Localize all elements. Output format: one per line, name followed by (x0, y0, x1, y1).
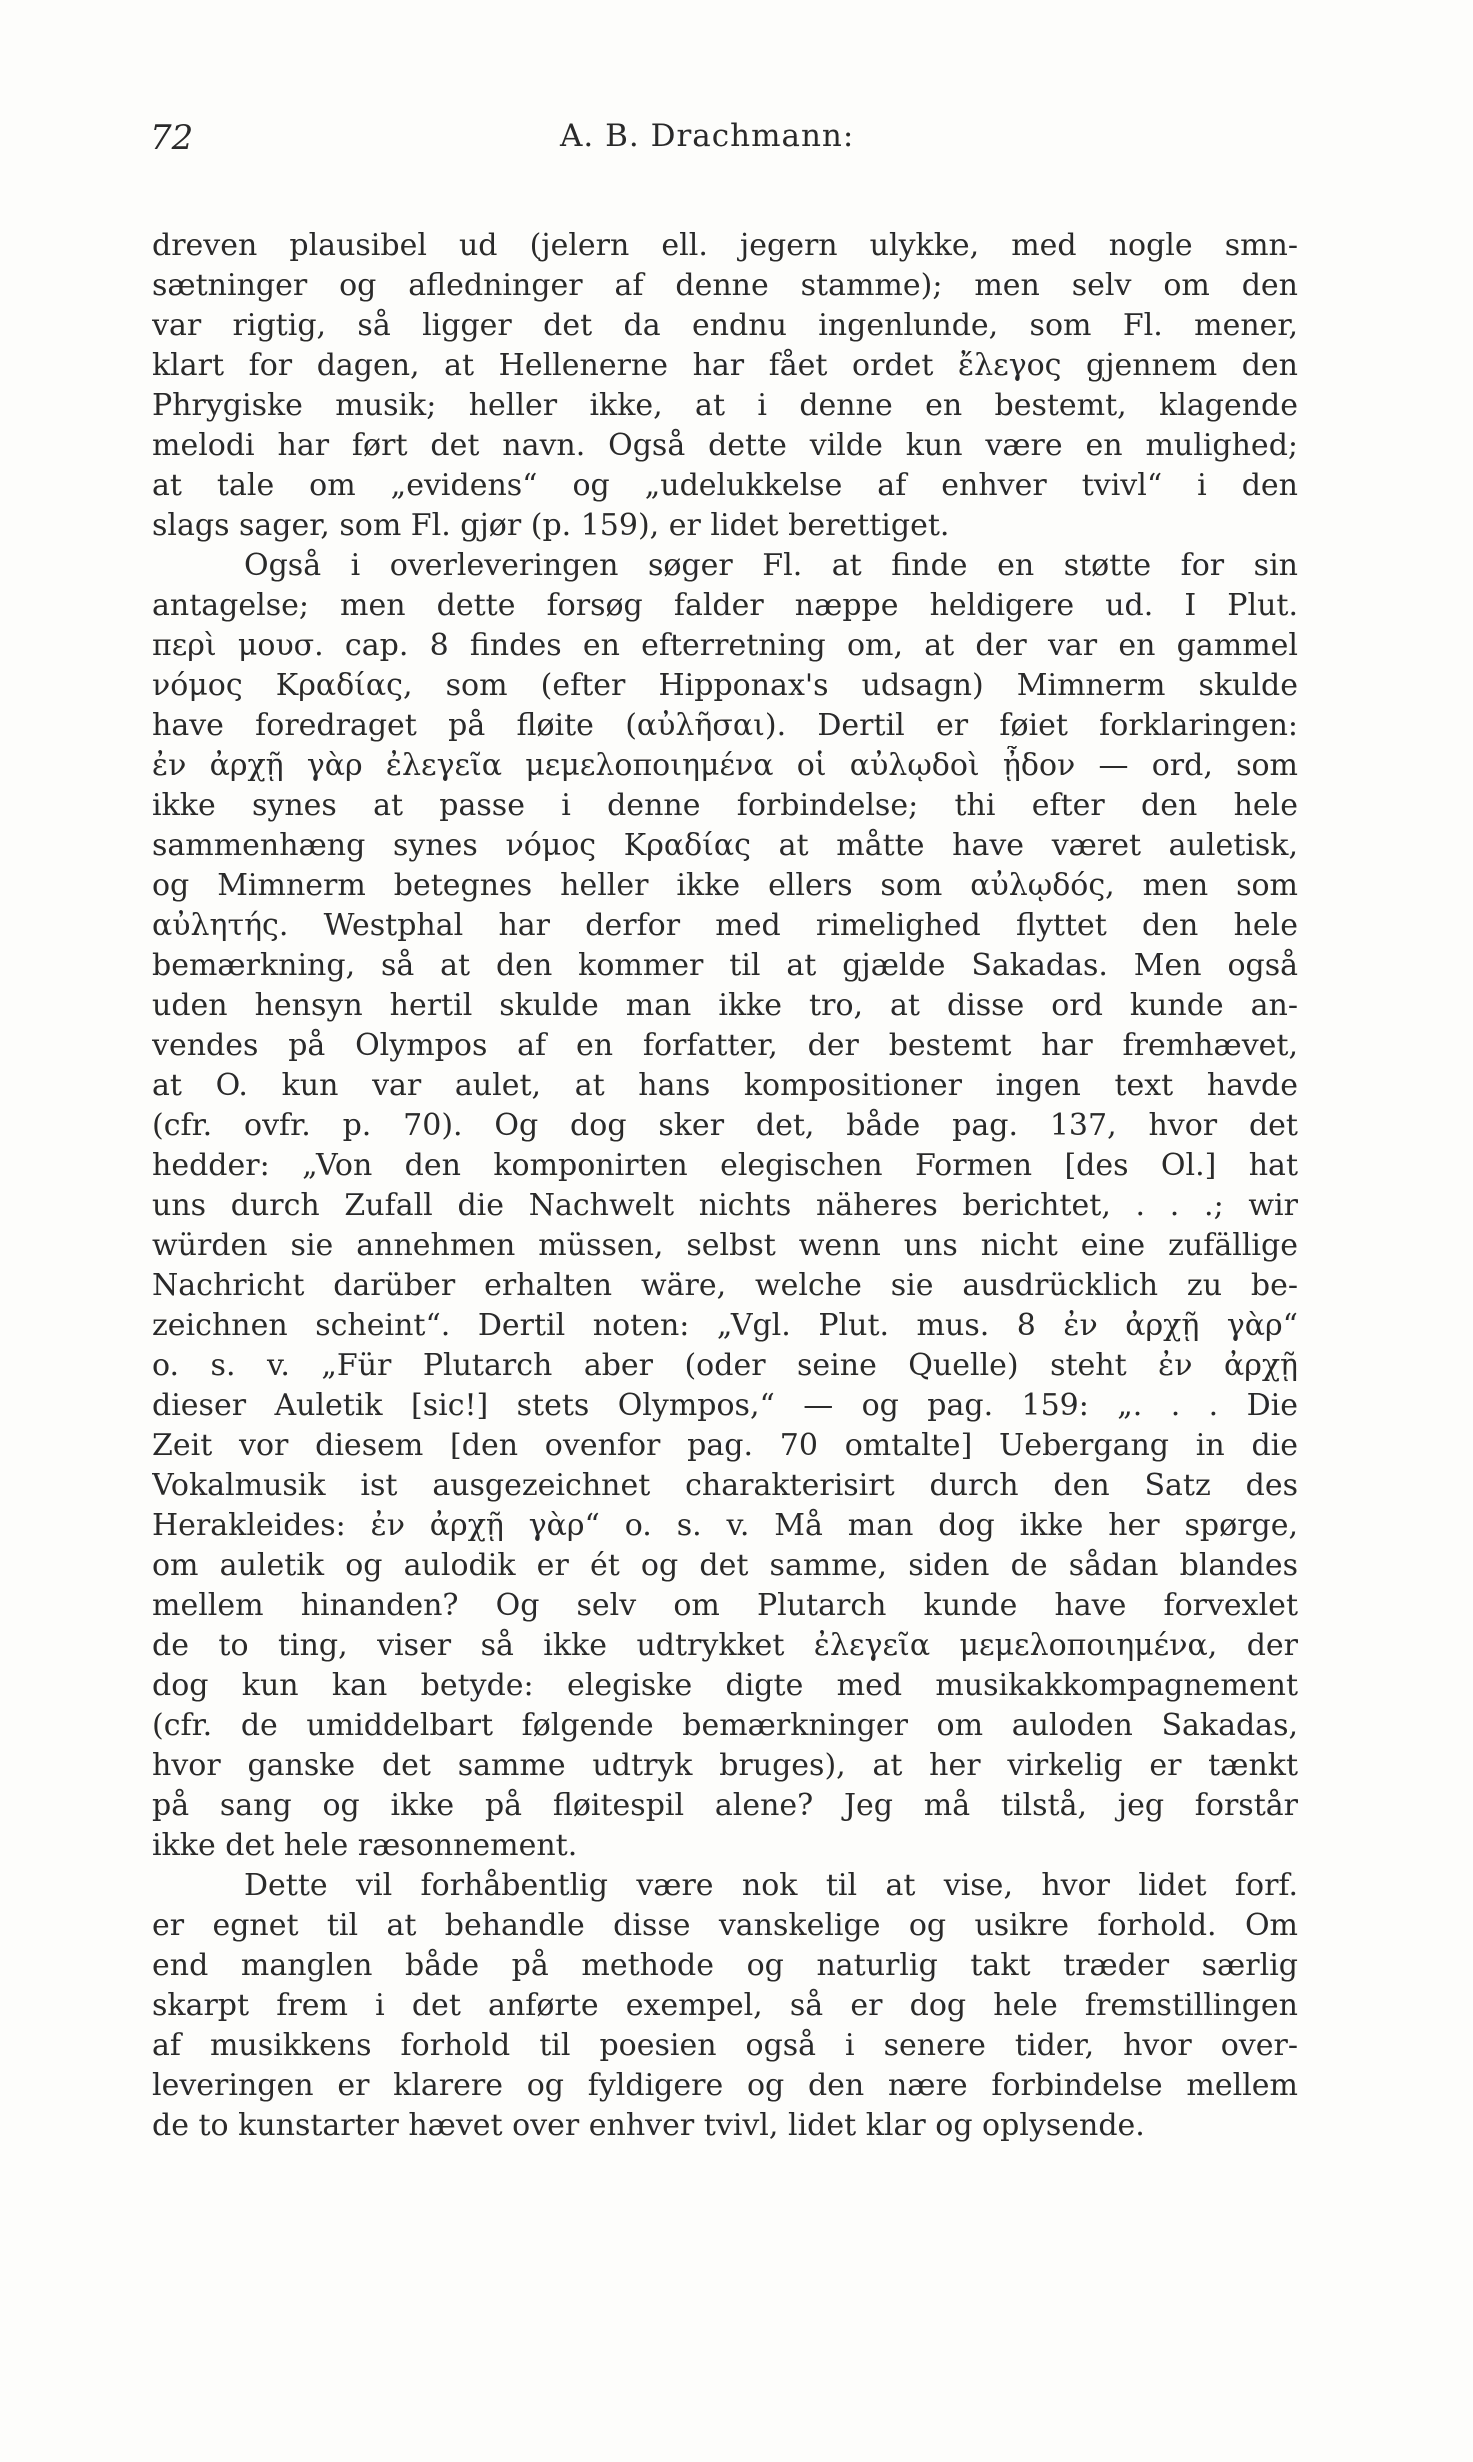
text-line: skarpt frem i det anførte exempel, så er dog hele fremstillingen (152, 1988, 1298, 2023)
text-line: Phrygiske musik; heller ikke, at i denne en bestemt, klagende (152, 388, 1298, 423)
text-line: var rigtig, så ligger det da endnu ingenlunde, som Fl. mener, (152, 308, 1298, 343)
text-line: at tale om „evidens“ og „udelukkelse af enhver tvivl“ i den (152, 468, 1298, 503)
running-head (150, 118, 1300, 168)
page-number: 72 (150, 118, 194, 158)
text-line: dog kun kan betyde: elegiske digte med musikakkompagnement (152, 1668, 1298, 1703)
text-line: at O. kun var aulet, at hans kompositioner ingen text havde (152, 1068, 1298, 1103)
paragraph-1 (152, 226, 1298, 546)
text-line: Nachricht darüber erhalten wäre, welche sie ausdrücklich zu be- (152, 1268, 1298, 1303)
paragraph-3 (152, 1866, 1298, 2146)
text-line: på sang og ikke på fløitespil alene? Jeg må tilstå, jeg forstår (152, 1788, 1298, 1823)
text-line: vendes på Olympos af en forfatter, der bestemt har fremhævet, (152, 1028, 1298, 1063)
text-line: bemærkning, så at den kommer til at gjælde Sakadas. Men også (152, 948, 1298, 983)
text-line: o. s. v. „Für Plutarch aber (oder seine Quelle) steht ἐν ἀρχῇ (152, 1348, 1298, 1383)
text-line: slags sager, som Fl. gjør (p. 159), er lidet berettiget. (152, 508, 950, 543)
text-line: zeichnen scheint“. Dertil noten: „Vgl. Plut. mus. 8 ἐν ἀρχῇ γὰρ“ (152, 1308, 1298, 1343)
text-line: ikke synes at passe i denne forbindelse; thi efter den hele (152, 788, 1298, 823)
text-line: Herakleides: ἐν ἀρχῇ γὰρ“ o. s. v. Må man dog ikke her spørge, (152, 1508, 1298, 1543)
text-line: Vokalmusik ist ausgezeichnet charakterisirt durch den Satz des (152, 1468, 1298, 1503)
author-header: A. B. Drachmann: (560, 118, 855, 154)
text-line: νόμος Κραδίας, som (efter Hipponax's udsagn) Mimnerm skulde (152, 668, 1298, 703)
text-line: af musikkens forhold til poesien også i senere tider, hvor over- (152, 2028, 1298, 2063)
text-line: dreven plausibel ud (jelern ell. jegern ulykke, med nogle smn- (152, 228, 1298, 263)
text-line: er egnet til at behandle disse vanskelige og usikre forhold. Om (152, 1908, 1298, 1943)
text-line: have foredraget på fløite (αὐλῆσαι). Dertil er føiet forklaringen: (152, 708, 1298, 743)
text-line: sætninger og afledninger af denne stamme); men selv om den (152, 268, 1298, 303)
text-line: sammenhæng synes νόμος Κραδίας at måtte have været auletisk, (152, 828, 1298, 863)
text-line: leveringen er klarere og fyldigere og den nære forbindelse mellem (152, 2068, 1298, 2103)
text-line: ikke det hele ræsonnement. (152, 1828, 578, 1863)
text-line: (cfr. ovfr. p. 70). Og dog sker det, både pag. 137, hvor det (152, 1108, 1298, 1143)
text-line: Også i overleveringen søger Fl. at finde en støtte for sin (244, 548, 1298, 583)
text-line: würden sie annehmen müssen, selbst wenn uns nicht eine zufällige (152, 1228, 1298, 1263)
text-line: hvor ganske det samme udtryk bruges), at her virkelig er tænkt (152, 1748, 1298, 1783)
text-line: klart for dagen, at Hellenerne har fået ordet ἔλεγος gjennem den (152, 348, 1298, 383)
text-line: ἐν ἀρχῇ γὰρ ἐλεγεῖα μεμελοποιημένα οἱ αὐλῳδοὶ ᾖδον — ord, som (152, 748, 1298, 783)
text-line: om auletik og aulodik er ét og det samme, siden de sådan blandes (152, 1548, 1298, 1583)
text-line: og Mimnerm betegnes heller ikke ellers som αὐλῳδός, men som (152, 868, 1298, 903)
text-line: melodi har ført det navn. Også dette vilde kun være en mulighed; (152, 428, 1298, 463)
text-line: Dette vil forhåbentlig være nok til at vise, hvor lidet forf. (244, 1868, 1298, 1903)
text-line: (cfr. de umiddelbart følgende bemærkninger om auloden Sakadas, (152, 1708, 1298, 1743)
text-line: περὶ μουσ. cap. 8 findes en efterretning om, at der var en gammel (152, 628, 1298, 663)
paragraph-2 (152, 546, 1298, 1866)
text-line: de to ting, viser så ikke udtrykket ἐλεγεῖα μεμελοποιημένα, der (152, 1628, 1298, 1663)
text-line: Zeit vor diesem [den ovenfor pag. 70 omtalte] Uebergang in die (152, 1428, 1298, 1463)
text-line: hedder: „Von den komponirten elegischen Formen [des Ol.] hat (152, 1148, 1298, 1183)
body-text (152, 226, 1298, 2146)
text-line: uns durch Zufall die Nachwelt nichts näheres berichtet, . . .; wir (152, 1188, 1298, 1223)
text-line: antagelse; men dette forsøg falder næppe heldigere ud. I Plut. (152, 588, 1298, 623)
text-line: end manglen både på methode og naturlig takt træder særlig (152, 1948, 1298, 1983)
text-line: αὐλητής. Westphal har derfor med rimelighed flyttet den hele (152, 908, 1298, 943)
text-line: mellem hinanden? Og selv om Plutarch kunde have forvexlet (152, 1588, 1298, 1623)
text-line: uden hensyn hertil skulde man ikke tro, at disse ord kunde an- (152, 988, 1298, 1023)
text-line: dieser Auletik [sic!] stets Olympos,“ — og pag. 159: „. . . Die (152, 1388, 1298, 1423)
text-line: de to kunstarter hævet over enhver tvivl, lidet klar og oplysende. (152, 2108, 1145, 2143)
